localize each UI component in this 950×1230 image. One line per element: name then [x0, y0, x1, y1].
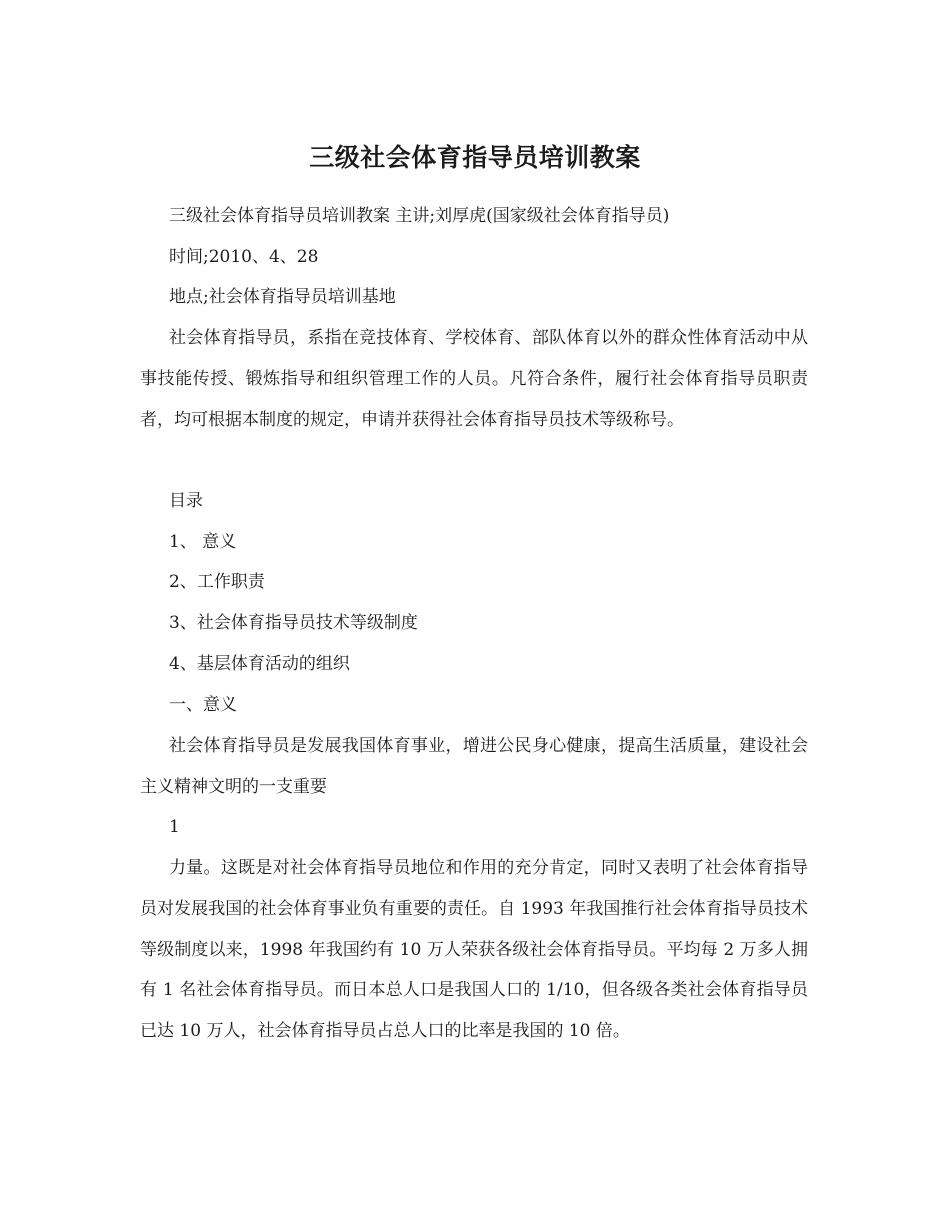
- time-line: 时间;2010、4、28: [169, 247, 319, 267]
- document-title: 三级社会体育指导员培训教案: [309, 143, 641, 172]
- toc-item-1: 1、 意义: [169, 532, 237, 552]
- place-line: 地点;社会体育指导员培训基地: [169, 287, 396, 307]
- toc-item-3: 3、社会体育指导员技术等级制度: [169, 613, 418, 633]
- section-one-heading: 一、意义: [169, 695, 237, 715]
- section-one-paragraph: 社会体育指导员是发展我国体育事业，增进公民身心健康，提高生活质量，建设社会主义精神文明的一支重要: [140, 736, 808, 797]
- toc-heading: 目录: [169, 491, 203, 511]
- definition-paragraph: 社会体育指导员，系指在竞技体育、学校体育、部队体育以外的群众性体育活动中从事技能传授、锻炼指导和组织管理工作的人员。凡符合条件，履行社会体育指导员职责者，均可根据本制度的规定，申请并获得社会体育指导员技术等级称号。: [140, 328, 808, 430]
- page-number: 1: [169, 817, 180, 837]
- subtitle-line: 三级社会体育指导员培训教案 主讲;刘厚虎(国家级社会体育指导员): [169, 206, 670, 226]
- toc-item-2: 2、工作职责: [169, 572, 265, 592]
- toc-item-4: 4、基层体育活动的组织: [169, 654, 350, 674]
- section-one-continuation-paragraph: 力量。这既是对社会体育指导员地位和作用的充分肯定，同时又表明了社会体育指导员对发展我国的社会体育事业负有重要的责任。自 1993 年我国推行社会体育指导员技术等级制度以来，1998 年我国约有 10 万人荣获各级社会体育指导员。平均每 2 万多人拥有 1 名社会体育指导员。而日本总人口是我国人口的 1/10，但各级各类社会体育指导员已达 10 万人，社会体育指导员占总人口的比率是我国的 10 倍。: [140, 858, 808, 1042]
